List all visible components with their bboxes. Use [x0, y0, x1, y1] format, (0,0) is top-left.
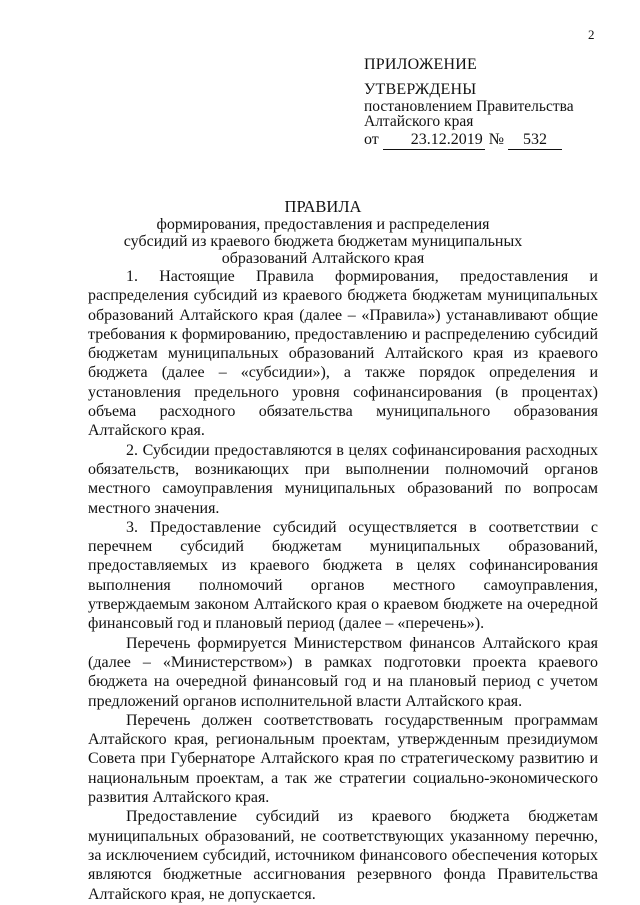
- document-body: [88, 267, 598, 904]
- region-line: Алтайского края: [364, 113, 474, 130]
- resolution-line: постановлением Правительства: [364, 98, 574, 115]
- document-subtitle-line: образований Алтайского края: [221, 250, 425, 267]
- document-subtitle-line: формирования, предоставления и распределения: [156, 216, 490, 233]
- date-prefix: от: [364, 131, 379, 148]
- paragraph-3: 3. Предоставление субсидий осуществляется в соответствии с перечнем субсидий бюджетам муниципальных образований, предоставляемых из краевого бюджета в целях софинансирования выполнения полномочий органов местного самоуправления, утверждаемым законом Алтайского края о краевом бюджете на очередной финансовый год и плановый период (далее – «перечень»).: [88, 518, 598, 633]
- paragraph-1: 1. Настоящие Правила формирования, предоставления и распределения субсидий из краевого бюджета бюджетам муниципальных образований Алтайского края (далее – «Правила») устанавливают общие требования к формированию, предоставлению и распределению субсидий бюджетам муниципальных образований Алтайского края из краевого бюджета (далее – «субсидии»), а также порядок определения и установления предельного уровня софинансирования (в процентах) объема расходного обязательства муниципального образования Алтайского края.: [88, 268, 598, 440]
- paragraph-list-formation: Перечень формируется Министерством финансов Алтайского края (далее – «Министерством») в рамках подготовки проекта краевого бюджета на очередной финансовый год и на плановый период с учетом предложений органов исполнительной власти Алтайского края.: [88, 634, 598, 710]
- document-subtitle-line: субсидий из краевого бюджета бюджетам муниципальных: [123, 233, 523, 250]
- approved-label: УТВЕРЖДЕНЫ: [364, 81, 477, 98]
- resolution-date: 23.12.2019: [383, 131, 485, 150]
- document-title: ПРАВИЛА: [284, 197, 362, 216]
- page-number: 2: [588, 27, 595, 42]
- paragraph-2: 2. Субсидии предоставляются в целях софинансирования расходных обязательств, возникающих при выполнении полномочий органов местного самоуправления муниципальных образований по вопросам местного значения.: [88, 441, 598, 517]
- document-heading: [118, 198, 528, 267]
- appendix-title: ПРИЛОЖЕНИЕ: [364, 56, 478, 73]
- number-sign: №: [488, 131, 505, 148]
- paragraph-restriction: Предоставление субсидий из краевого бюджета бюджетам муниципальных образований, не соответствующих указанному перечню, за исключением субсидий, источником финансового обеспечения которых являются бюджетные ассигнования резервного фонда Правительства Алтайского края, не допускается.: [88, 808, 598, 903]
- paragraph-list-compliance: Перечень должен соответствовать государственным программам Алтайского края, региональным проектам, утвержденным президиумом Совета при Губернаторе Алтайского края по стратегическому развитию и национальным проектам, а так же стратегии социально-экономического развития Алтайского края.: [88, 711, 598, 807]
- resolution-number: 532: [508, 131, 562, 150]
- appendix-approval-block: [364, 56, 614, 150]
- resolution-date-line: [364, 131, 614, 150]
